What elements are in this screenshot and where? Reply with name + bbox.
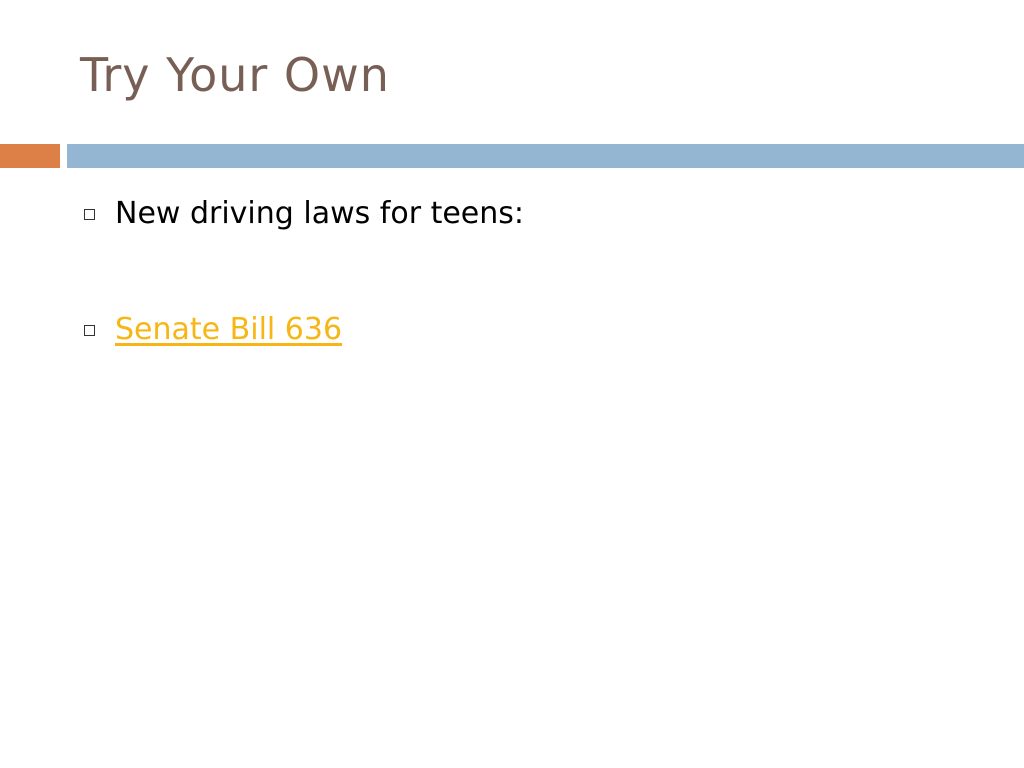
bullet-text: New driving laws for teens: (115, 195, 524, 231)
list-item (84, 306, 984, 352)
slide-title: Try Your Own (80, 48, 390, 102)
title-rule-blue (67, 144, 1024, 168)
senate-bill-link[interactable]: Senate Bill 636 (115, 311, 343, 347)
square-bullet-icon (84, 325, 95, 336)
list-item (84, 190, 984, 236)
square-bullet-icon (84, 209, 95, 220)
bullet-list (84, 190, 984, 352)
title-rule-orange (0, 144, 60, 168)
